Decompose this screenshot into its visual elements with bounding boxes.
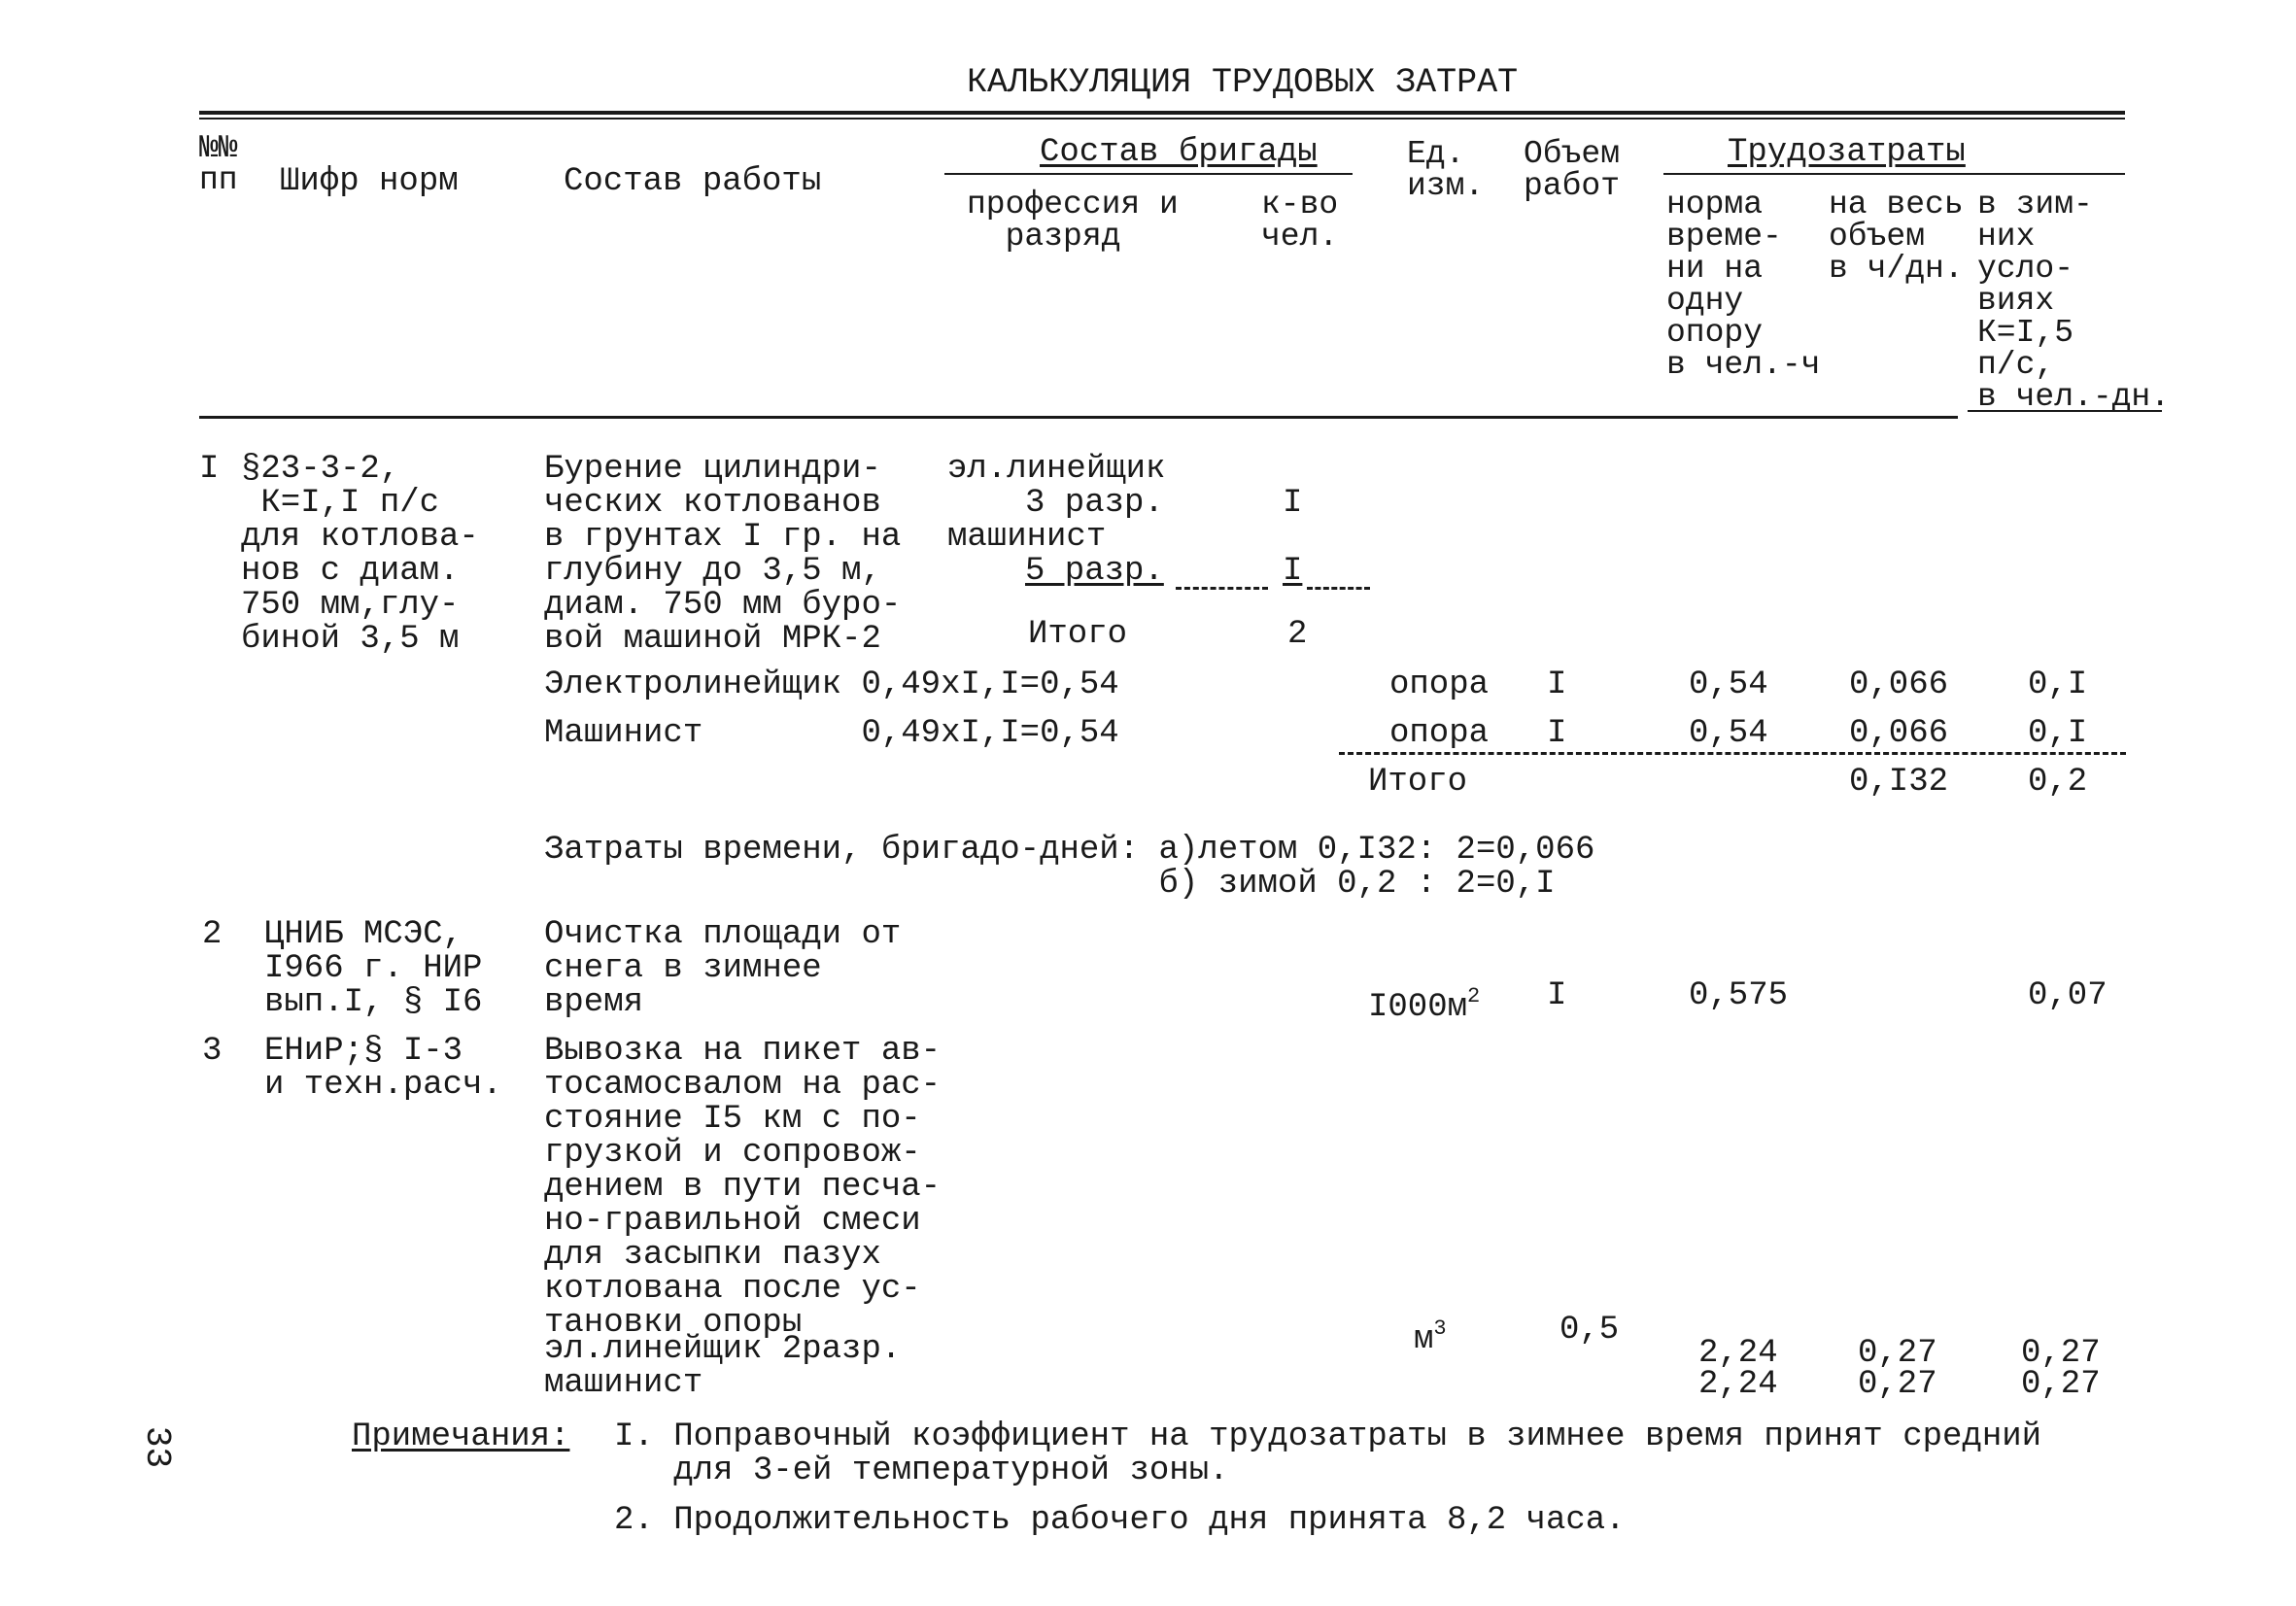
row3-unit-base: м (1414, 1321, 1434, 1358)
row1-sum-winter: 0,2 (2028, 764, 2088, 801)
row1-sum-label: Итого (1368, 764, 1468, 801)
header-bottom-rule (199, 416, 1958, 419)
row1-line-b-volume: I (1547, 715, 1567, 752)
row1-num: I (199, 451, 220, 488)
row1-crew-rank-2: 5 разр. (1025, 553, 1164, 590)
col-header-labor-winter: в зим- них усло- виях К=I,5 п/с, в чел.-дн. (1977, 187, 2171, 415)
row1-line-b-text: Машинист 0,49хI,I=0,54 (544, 715, 1119, 752)
row2-num: 2 (202, 916, 223, 953)
row1-crew-total-label: Итого (1028, 616, 1128, 653)
row3-sub-2: машинист (544, 1365, 703, 1402)
row1-crew-dash-1 (1176, 587, 1268, 590)
row1-crew-prof-1: эл.линейщик (947, 451, 1166, 488)
row1-line-b-total: 0,066 (1849, 715, 1949, 752)
row2-work: Очистка площади от снега в зимнее время (544, 916, 902, 1021)
col-header-unit: Ед. изм. (1407, 136, 1485, 204)
row3-unit-sup: 3 (1433, 1316, 1447, 1341)
row3-work: Вывозка на пикет ав- тосамосвалом на рас- стояние I5 км с по- грузкой и сопровож- дением в пути песча- но-гравильной смеси для засыпки пазух котлована после ус- тановки опоры (544, 1033, 942, 1342)
row1-line-a-winter: 0,I (2028, 666, 2088, 703)
row1-crew-total: 2 (1287, 616, 1308, 653)
notes-label: Примечания: (352, 1418, 570, 1455)
row2-norm: 0,575 (1689, 977, 1789, 1014)
col-header-labor-total: на весь объем в ч/дн. (1829, 187, 1964, 287)
col-header-crew-prof: профессия и разряд (967, 187, 1179, 255)
col-header-norm-code: Шифр норм (280, 163, 459, 200)
col-header-labor: Трудозатраты (1728, 134, 1966, 171)
crew-subheader-rule (944, 173, 1353, 175)
row1-time-costs: Затраты времени, бригадо-дней: а)летом 0,I32: 2=0,066 б) зимой 0,2 : 2=0,I (544, 832, 1595, 903)
col-header-crew: Состав бригады (1040, 134, 1318, 171)
row1-line-a-total: 0,066 (1849, 666, 1949, 703)
row3-unit (1414, 1312, 1447, 1357)
col-header-num: №№ пп (199, 130, 238, 198)
row1-line-a-norm: 0,54 (1689, 666, 1768, 703)
row1-sum-total: 0,I32 (1849, 764, 1949, 801)
header-top-rule-2 (199, 118, 2125, 120)
row3-num: 3 (202, 1033, 223, 1070)
col-header-work: Состав работы (564, 163, 822, 200)
row2-winter: 0,07 (2028, 977, 2108, 1014)
row1-work: Бурение цилиндри- ческих котлованов в грунтах I гр. на глубину до 3,5 м, диам. 750 мм буро- вой машиной МРК-2 (544, 451, 902, 658)
row1-crew-prof-2: машинист (947, 519, 1107, 556)
row2-unit-base: I000м (1368, 989, 1468, 1026)
row3-norm-1: 2,24 (1698, 1335, 1778, 1372)
row1-line-b-norm: 0,54 (1689, 715, 1768, 752)
note-2: 2. Продолжительность рабочего дня принята 8,2 часа. (614, 1502, 1626, 1539)
row2-unit (1368, 979, 1480, 1025)
row1-crew-count-1: I (1283, 485, 1303, 522)
row3-winter-1: 0,27 (2021, 1335, 2101, 1372)
note-1: I. Поправочный коэффициент на трудозатраты в зимнее время принят средний для 3-ей температурной зоны. (614, 1418, 2042, 1489)
row1-line-b-unit: опора (1389, 715, 1490, 752)
row2-norm-code: ЦНИБ МСЭС, I966 г. НИР вып.I, § I6 (264, 916, 483, 1021)
row2-unit-sup: 2 (1467, 984, 1481, 1008)
col-header-labor-norm: норма време- ни на одну опору в чел.-ч (1666, 187, 1821, 383)
row1-line-a-volume: I (1547, 666, 1567, 703)
row3-volume: 0,5 (1559, 1312, 1620, 1349)
row3-sub-1: эл.линейщик 2разр. (544, 1331, 902, 1368)
col-header-volume: Объем работ (1524, 136, 1621, 204)
row3-total-2: 0,27 (1858, 1366, 1937, 1403)
row3-norm-2: 2,24 (1698, 1366, 1778, 1403)
row1-crew-count-2: I (1283, 553, 1303, 590)
header-top-rule (199, 111, 2125, 115)
row1-line-b-winter: 0,I (2028, 715, 2088, 752)
col-header-crew-count: к-во чел. (1261, 187, 1339, 255)
row3-norm-code: ЕНиР;§ I-3 и техн.расч. (264, 1033, 502, 1104)
labor-subheader-rule (1663, 173, 2125, 175)
row1-line-b-dash (1339, 752, 2126, 755)
row1-crew-rank-1: 3 разр. (1025, 485, 1164, 522)
row1-norm-code: §23-3-2, К=I,I п/с для котлова- нов с диам. 750 мм,глу- биной 3,5 м (241, 451, 479, 658)
row3-winter-2: 0,27 (2021, 1366, 2101, 1403)
row3-total-1: 0,27 (1858, 1335, 1937, 1372)
row1-line-a-text: Электролинейщик 0,49хI,I=0,54 (544, 666, 1119, 703)
page-number: 33 (137, 1425, 178, 1469)
row1-line-a-unit: опора (1389, 666, 1490, 703)
row2-volume: I (1547, 977, 1567, 1014)
page-title: КАЛЬКУЛЯЦИЯ ТРУДОВЫХ ЗАТРАТ (967, 63, 1519, 102)
row1-crew-dash-2 (1307, 587, 1370, 590)
